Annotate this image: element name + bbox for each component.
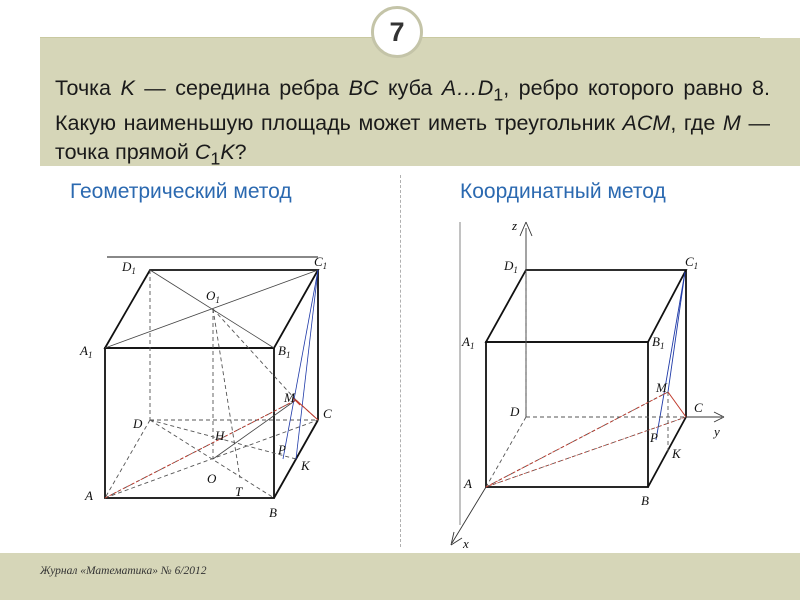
label-P: P <box>650 430 658 445</box>
red-line-MC <box>668 392 686 417</box>
label-B: B <box>269 505 277 520</box>
label-A: A <box>464 476 472 491</box>
label-M: M <box>656 380 667 395</box>
footer-source: Журнал «Математика» № 6/2012 <box>40 565 207 577</box>
label-B1: $B_1$ <box>652 334 665 351</box>
label-B: B <box>641 493 649 508</box>
label-C1: $C_1$ <box>314 254 328 271</box>
label-K: K <box>672 446 681 461</box>
line-C1M <box>668 272 685 392</box>
label-P: P <box>278 442 286 457</box>
label-K: K <box>301 458 310 473</box>
label-A1: $A_1$ <box>80 343 93 360</box>
label-y: y <box>714 424 720 439</box>
geometric-method-title: Геометрический метод <box>70 180 292 203</box>
label-O: O <box>207 471 217 486</box>
line-C1P <box>656 272 685 440</box>
y-axis-arrow-top <box>714 412 724 417</box>
label-H: H <box>215 428 225 443</box>
label-T: T <box>235 484 243 499</box>
label-C1: $C_1$ <box>685 254 699 271</box>
label-M: M <box>284 390 295 405</box>
label-D: D <box>510 404 520 419</box>
label-x: x <box>463 536 469 551</box>
top-face <box>486 270 686 342</box>
label-A: A <box>85 488 93 503</box>
coordinate-method-title: Координатный метод <box>460 180 666 203</box>
label-D: D <box>133 416 143 431</box>
label-C: C <box>323 406 332 421</box>
x-axis <box>452 487 486 543</box>
slide-number-badge: 7 <box>371 6 423 58</box>
problem-statement: Точка K — середина ребра BC куба $A\dots D_1$, ребро которого равно 8. Какую наименьшую площадь может иметь треугольник ACM, где M — точка прямой $C_1K$? <box>55 76 770 169</box>
z-axis-arrow-right <box>526 222 532 236</box>
y-axis-arrow-bottom <box>714 417 724 422</box>
label-C: C <box>694 400 703 415</box>
label-D1: $D_1$ <box>122 259 136 276</box>
z-axis-arrow-left <box>520 222 526 236</box>
label-z: z <box>512 218 518 233</box>
label-B1: $B_1$ <box>278 343 291 360</box>
label-A1: $A_1$ <box>462 334 475 351</box>
label-D1: $D_1$ <box>504 258 518 275</box>
label-O1: $O_1$ <box>206 288 220 305</box>
